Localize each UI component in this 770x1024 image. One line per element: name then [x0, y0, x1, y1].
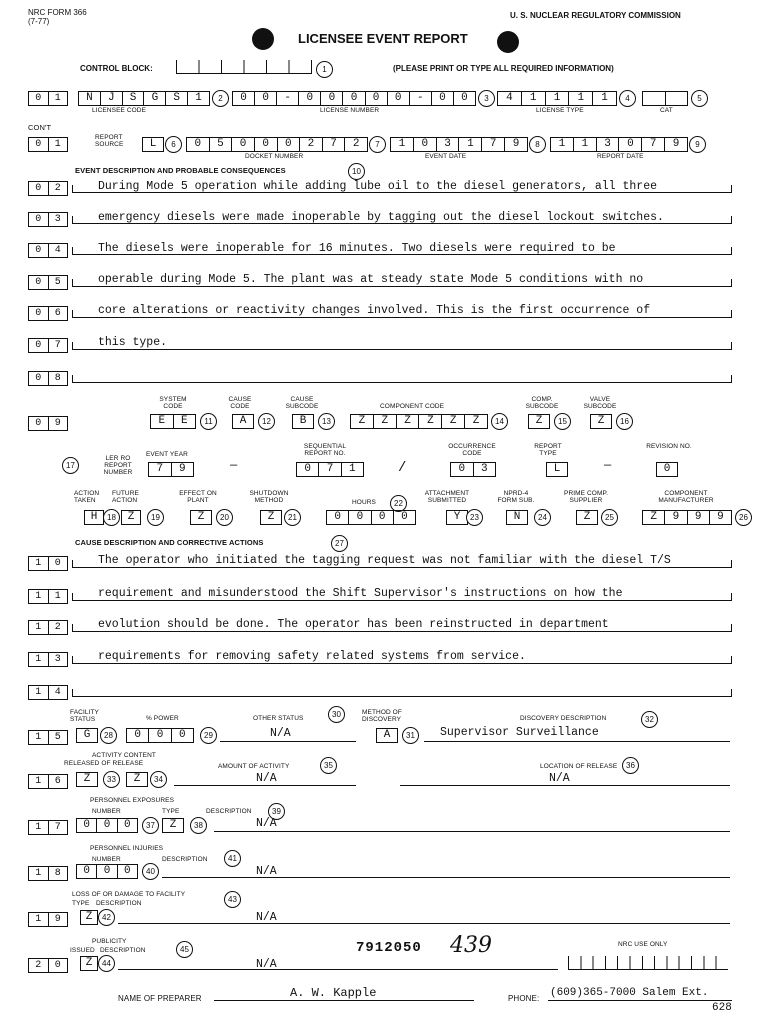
marker-27: 27 — [331, 535, 348, 552]
registration-dot-right — [497, 31, 519, 53]
license-type-label: LICENSE TYPE — [536, 107, 584, 114]
system-code-label: SYSTEM CODE — [159, 396, 187, 410]
revision-label: REVISION NO. — [646, 443, 692, 450]
sequential-label: SEQUENTIAL REPORT NO. — [303, 443, 347, 457]
prime-comp-supplier[interactable]: Z — [576, 510, 598, 525]
publicity-description-field[interactable] — [118, 956, 558, 970]
ler-dash-1: — — [230, 458, 238, 472]
marker-43: 43 — [224, 891, 241, 908]
row-code-10: 1 0 — [28, 556, 68, 571]
component-code[interactable]: Z Z Z Z Z Z — [350, 414, 488, 429]
marker-35: 35 — [320, 757, 337, 774]
marker-32: 32 — [641, 711, 658, 728]
ler-ro-label: LER RO REPORT NUMBER — [103, 455, 133, 476]
row-code-02: 0 2 — [28, 181, 68, 196]
report-title: LICENSEE EVENT REPORT — [298, 31, 468, 46]
marker-9: 9 — [689, 136, 706, 153]
event-line-bracket — [72, 370, 732, 383]
loss-type-label: TYPE — [72, 900, 90, 907]
marker-19: 19 — [147, 509, 164, 526]
form-date: (7-77) — [28, 17, 50, 26]
control-block-label: CONTROL BLOCK: — [80, 64, 153, 73]
comp-subcode[interactable]: Z — [528, 414, 550, 429]
preparer-label: NAME OF PREPARER — [118, 994, 202, 1003]
marker-45: 45 — [176, 941, 193, 958]
marker-1: 1 — [316, 61, 333, 78]
component-code-label: COMPONENT CODE — [380, 403, 445, 410]
report-type[interactable]: L — [546, 462, 568, 477]
event-line-5: core alterations or reactivity changes involved. This is the first occurrence of — [98, 304, 651, 317]
occurrence-label: OCCURRENCE CODE — [448, 443, 496, 457]
row-code-14: 1 4 — [28, 685, 68, 700]
marker-18: 18 — [103, 509, 120, 526]
marker-38: 38 — [190, 817, 207, 834]
marker-37: 37 — [142, 817, 159, 834]
exposures-number[interactable]: 0 0 0 — [76, 818, 138, 833]
loss-heading: LOSS OF OR DAMAGE TO FACILITY — [72, 891, 186, 898]
report-date-label: REPORT DATE — [597, 153, 644, 160]
registration-dot-left — [252, 28, 274, 50]
injuries-heading: PERSONNEL INJURIES — [90, 845, 164, 852]
loss-desc-label: DESCRIPTION — [96, 900, 142, 907]
effect-label: EFFECT ON PLANT — [179, 490, 217, 504]
cause-subcode-label: CAUSE SUBCODE — [285, 396, 319, 410]
licensee-code-label: LICENSEE CODE — [92, 107, 147, 114]
preparer-name: A. W. Kapple — [290, 986, 377, 1000]
event-date[interactable]: 1 0 3 1 7 9 — [390, 137, 528, 152]
comp-subcode-label: COMP. SUBCODE — [525, 396, 559, 410]
marker-24: 24 — [534, 509, 551, 526]
exposures-number-label: NUMBER — [92, 808, 121, 815]
discovery-desc-label: DISCOVERY DESCRIPTION — [520, 715, 607, 722]
marker-11: 11 — [200, 413, 217, 430]
marker-36: 36 — [622, 757, 639, 774]
amount-value: N/A — [256, 772, 277, 785]
cause-line-4: requirements for removing safety related systems from service. — [98, 650, 526, 663]
of-release-field[interactable]: Z — [126, 772, 148, 787]
cause-line-bracket — [72, 684, 732, 697]
marker-41: 41 — [224, 850, 241, 867]
event-line-2: emergency diesels were made inoperable by tagging out the diesel lockout switches. — [98, 211, 664, 224]
marker-3: 3 — [478, 90, 495, 107]
row-code-12: 1 2 — [28, 620, 68, 635]
marker-16: 16 — [616, 413, 633, 430]
revision-number[interactable]: 0 — [656, 462, 678, 477]
nprd-form[interactable]: N — [506, 510, 528, 525]
cat-field[interactable] — [642, 91, 688, 106]
event-line-4: operable during Mode 5. The plant was at steady state Mode 5 conditions with no — [98, 273, 644, 286]
row-code-05: 0 5 — [28, 275, 68, 290]
discovery-description-value: Supervisor Surveillance — [440, 726, 599, 739]
exposures-description-value: N/A — [256, 817, 277, 830]
cause-code-label: CAUSE CODE — [228, 396, 252, 410]
marker-28: 28 — [100, 727, 117, 744]
marker-12: 12 — [258, 413, 275, 430]
event-line-bracket — [72, 337, 732, 350]
activity-content-label: ACTIVITY CONTENT — [92, 752, 156, 759]
attachment-submitted[interactable]: Y — [446, 510, 468, 525]
cause-line-2: requirement and misunderstood the Shift Supervisor's instructions on how the — [98, 587, 623, 600]
cause-line-3: evolution should be done. The operator has been reinstructed in department — [98, 618, 609, 631]
hours-field[interactable]: 0 0 0 0 — [326, 510, 416, 525]
injuries-description-field[interactable] — [162, 864, 730, 878]
phone-number: (609)365-7000 Salem Ext. — [550, 987, 709, 999]
row-code-06: 0 6 — [28, 306, 68, 321]
print-instruction: (PLEASE PRINT OR TYPE ALL REQUIRED INFORMATION) — [393, 64, 614, 73]
report-source-label: REPORT SOURCE — [95, 134, 124, 148]
license-number-label: LICENSE NUMBER — [320, 107, 380, 114]
marker-23: 23 — [466, 509, 483, 526]
method-of-discovery[interactable]: A — [376, 728, 398, 743]
marker-25: 25 — [601, 509, 618, 526]
marker-26: 26 — [735, 509, 752, 526]
marker-39: 39 — [268, 803, 285, 820]
system-code[interactable]: E E — [150, 414, 196, 429]
cause-description-heading: CAUSE DESCRIPTION AND CORRECTIVE ACTIONS — [75, 538, 264, 547]
method-label: METHOD OF DISCOVERY — [362, 709, 402, 723]
event-line-3: The diesels were inoperable for 16 minutes. Two diesels were required to be — [98, 242, 616, 255]
licensee-code[interactable]: N J S G S 1 — [78, 91, 210, 106]
report-date[interactable]: 1 1 3 0 7 9 — [550, 137, 688, 152]
marker-7: 7 — [369, 136, 386, 153]
other-status-label: OTHER STATUS — [253, 715, 304, 722]
row-code-01: 0 1 — [28, 91, 68, 106]
marker-2: 2 — [212, 90, 229, 107]
marker-14: 14 — [491, 413, 508, 430]
released-field[interactable]: Z — [76, 772, 98, 787]
marker-21: 21 — [284, 509, 301, 526]
cause-line-1: The operator who initiated the tagging request was not familiar with the diesel T/S — [98, 554, 671, 567]
injuries-description-value: N/A — [256, 865, 277, 878]
marker-15: 15 — [554, 413, 571, 430]
row-code-20: 2 0 — [28, 958, 68, 973]
marker-8: 8 — [529, 136, 546, 153]
event-date-label: EVENT DATE — [425, 153, 467, 160]
hours-label: HOURS — [352, 499, 376, 506]
cause-code[interactable]: A — [232, 414, 254, 429]
nrc-use-label: NRC USE ONLY — [618, 941, 668, 948]
exposures-type[interactable]: Z — [162, 818, 184, 833]
marker-44: 44 — [98, 955, 115, 972]
row-code-18: 1 8 — [28, 866, 68, 881]
publicity-desc-label: DESCRIPTION — [100, 947, 146, 954]
exposures-heading: PERSONNEL EXPOSURES — [90, 797, 175, 804]
row-code-16: 1 6 — [28, 774, 68, 789]
valve-subcode[interactable]: Z — [590, 414, 612, 429]
ler-slash: / — [398, 460, 407, 476]
row-code-03: 0 3 — [28, 212, 68, 227]
marker-29: 29 — [200, 727, 217, 744]
loss-description-value: N/A — [256, 911, 277, 924]
marker-33: 33 — [103, 771, 120, 788]
marker-5: 5 — [691, 90, 708, 107]
other-status-value: N/A — [270, 727, 291, 740]
issued-label: ISSUED — [70, 947, 95, 954]
nprd-label: NPRD-4 FORM SUB. — [497, 490, 535, 504]
amount-label: AMOUNT OF ACTIVITY — [218, 763, 290, 770]
component-manufacturer[interactable]: Z 9 9 9 — [642, 510, 732, 525]
report-type-label: REPORT TYPE — [534, 443, 562, 457]
manufacturer-label: COMPONENT MANUFACTURER — [658, 490, 714, 504]
agency-name: U. S. NUCLEAR REGULATORY COMMISSION — [510, 11, 681, 20]
event-year[interactable]: 7 9 — [148, 462, 194, 477]
cause-subcode[interactable]: B — [292, 414, 314, 429]
handwritten-number: 439 — [450, 933, 492, 958]
nrc-use-field[interactable] — [568, 956, 728, 970]
attachment-label: ATTACHMENT SUBMITTED — [424, 490, 470, 504]
phone-label: PHONE: — [508, 994, 540, 1003]
marker-34: 34 — [150, 771, 167, 788]
ler-dash-2: — — [604, 458, 612, 472]
control-block-field[interactable] — [176, 60, 312, 74]
row-code-19: 1 9 — [28, 912, 68, 927]
form-number: NRC FORM 366 — [28, 8, 87, 17]
occurrence-code[interactable]: 0 3 — [450, 462, 496, 477]
row-code-04: 0 4 — [28, 243, 68, 258]
event-description-heading: EVENT DESCRIPTION AND PROBABLE CONSEQUENCES — [75, 166, 286, 175]
sequential-number[interactable]: 0 7 1 — [296, 462, 364, 477]
action-taken-label: ACTION TAKEN — [74, 490, 100, 504]
license-type[interactable]: 4 1 1 1 1 — [497, 91, 617, 106]
future-action-label: FUTURE ACTION — [112, 490, 139, 504]
row-code-09: 0 9 — [28, 416, 68, 431]
row-code-13: 1 3 — [28, 652, 68, 667]
effect-on-plant[interactable]: Z — [190, 510, 212, 525]
report-source[interactable]: L — [142, 137, 164, 152]
marker-13: 13 — [318, 413, 335, 430]
row-code-15: 1 5 — [28, 730, 68, 745]
marker-30: 30 — [328, 706, 345, 723]
license-number[interactable]: 0 0 - 0 0 0 0 0 - 0 0 — [232, 91, 476, 106]
event-line-1: During Mode 5 operation while adding lube oil to the diesel generators, all three — [98, 180, 657, 193]
marker-22: 22 — [390, 495, 407, 512]
released-label: RELEASED OF RELEASE — [64, 760, 144, 767]
shutdown-label: SHUTDOWN METHOD — [249, 490, 289, 504]
exposures-description-field[interactable] — [214, 818, 730, 832]
stamp-number: 7912050 — [356, 940, 422, 956]
issued-field[interactable]: Z — [80, 956, 98, 971]
row-code-07: 0 7 — [28, 338, 68, 353]
loss-type[interactable]: Z — [80, 910, 98, 925]
row-code-08: 0 8 — [28, 371, 68, 386]
marker-6: 6 — [165, 136, 182, 153]
publicity-heading: PUBLICITY — [92, 938, 127, 945]
event-line-6: this type. — [98, 336, 168, 349]
prime-comp-label: PRIME COMP. SUPPLIER — [564, 490, 608, 504]
marker-40: 40 — [142, 863, 159, 880]
power-label: % POWER — [146, 715, 179, 722]
row-code-17: 1 7 — [28, 820, 68, 835]
publicity-description-value: N/A — [256, 958, 277, 971]
marker-10: 10 — [348, 163, 365, 180]
cont-label: CON'T — [28, 123, 52, 132]
docket-label: DOCKET NUMBER — [245, 153, 304, 160]
future-action[interactable]: Z — [121, 510, 141, 525]
row-code-11: 1 1 — [28, 589, 68, 604]
row-code-cont: 0 1 — [28, 137, 68, 152]
cat-label: CAT — [660, 107, 673, 114]
power-field[interactable]: 0 0 0 — [126, 728, 194, 743]
injuries-number-label: NUMBER — [92, 856, 121, 863]
location-value: N/A — [549, 772, 570, 785]
action-taken[interactable]: H — [84, 510, 104, 525]
marker-17: 17 — [62, 457, 79, 474]
exposures-type-label: TYPE — [162, 808, 180, 815]
facility-status[interactable]: G — [76, 728, 98, 743]
phone-extension: 628 — [712, 1002, 732, 1014]
marker-42: 42 — [98, 909, 115, 926]
valve-subcode-label: VALVE SUBCODE — [583, 396, 617, 410]
facility-status-label: FACILITY STATUS — [70, 709, 99, 723]
exposures-desc-label: DESCRIPTION — [206, 808, 252, 815]
marker-4: 4 — [619, 90, 636, 107]
marker-31: 31 — [402, 727, 419, 744]
injuries-number[interactable]: 0 0 0 — [76, 864, 138, 879]
injuries-desc-label: DESCRIPTION — [162, 856, 208, 863]
marker-20: 20 — [216, 509, 233, 526]
loss-description-field[interactable] — [118, 910, 730, 924]
location-label: LOCATION OF RELEASE — [540, 763, 618, 770]
event-year-label: EVENT YEAR — [146, 451, 188, 458]
docket-number[interactable]: 0 5 0 0 0 2 7 2 — [186, 137, 368, 152]
shutdown-method[interactable]: Z — [260, 510, 282, 525]
